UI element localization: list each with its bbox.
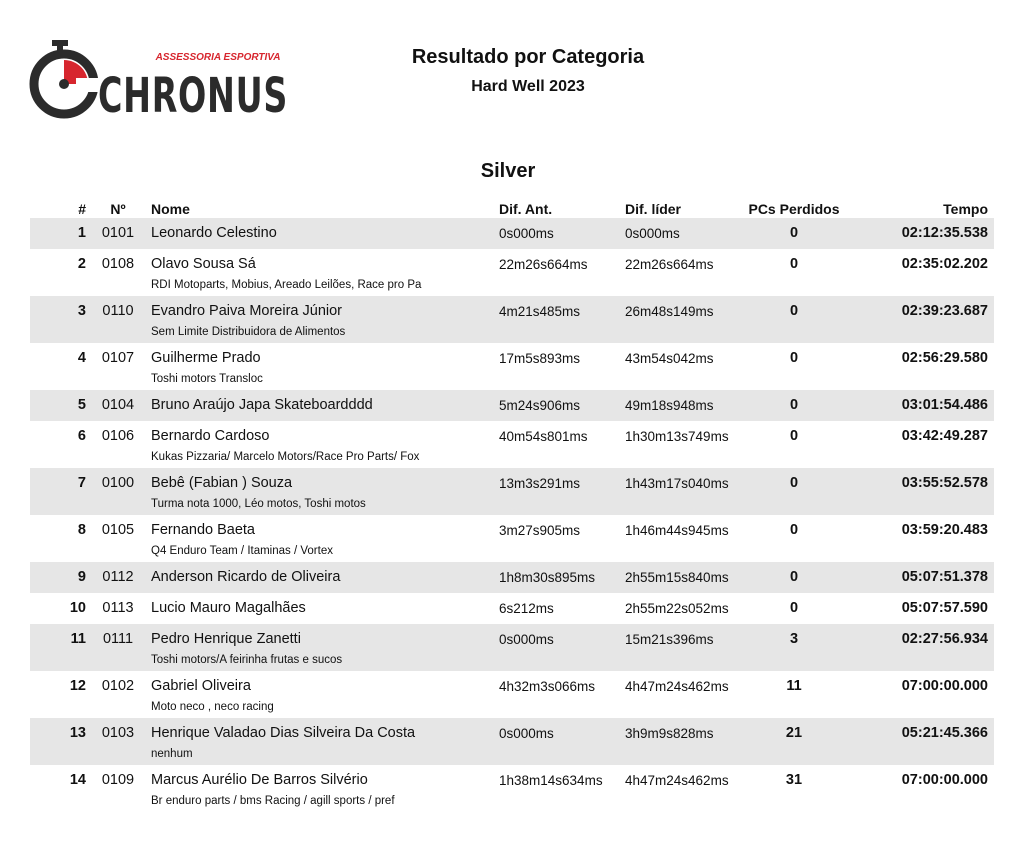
row-pcs: 0 [789,475,799,491]
row-pcs: 0 [789,350,799,366]
row-dif-lider: 4h47m24s462ms [625,773,729,788]
row-number: 0104 [101,397,135,413]
row-dif-lider: 3h9m9s828ms [625,726,714,741]
table-row [30,296,994,343]
row-position: 2 [77,256,86,272]
row-tempo: 03:59:20.483 [901,522,988,538]
row-pcs: 21 [785,725,803,741]
table-row [30,468,994,515]
row-name: Anderson Ricardo de Oliveira [151,569,341,585]
row-position: 3 [77,303,86,319]
row-team: nenhum [151,748,193,760]
row-number: 0113 [102,600,134,616]
row-pcs: 0 [789,303,799,319]
col-number-header: Nº [110,201,126,217]
col-dif-ant-header: Dif. Ant. [499,201,553,217]
row-position: 13 [69,725,86,741]
row-name: Bernardo Cardoso [151,428,270,444]
row-team: Kukas Pizzaria/ Marcelo Motors/Race Pro Parts/ Fox [151,451,420,463]
row-tempo: 03:42:49.287 [901,428,988,444]
row-dif-lider: 15m21s396ms [625,632,714,647]
col-tempo-header: Tempo [943,201,988,217]
row-tempo: 03:55:52.578 [901,475,988,491]
row-dif-ant: 4m21s485ms [499,304,581,319]
table-row [30,249,994,296]
row-position: 5 [77,397,86,413]
row-dif-lider: 49m18s948ms [625,398,714,413]
row-pcs: 11 [786,678,802,694]
row-dif-ant: 1h8m30s895ms [499,570,596,585]
row-position: 1 [77,225,86,241]
category-title: Silver [480,160,536,182]
row-team: RDI Motoparts, Mobius, Areado Leilões, Race pro Pa [151,279,422,291]
table-row [30,765,994,812]
row-name: Bruno Araújo Japa Skateboardddd [151,397,373,413]
row-position: 6 [77,428,86,444]
stopwatch-icon [30,38,292,124]
row-position: 8 [77,522,86,538]
row-number: 0107 [101,350,135,366]
chronus-logo [30,38,292,124]
row-team: Sem Limite Distribuidora de Alimentos [151,326,346,338]
event-name: Hard Well 2023 [471,78,585,95]
row-dif-lider: 22m26s664ms [625,257,714,272]
row-dif-lider: 43m54s042ms [625,351,714,366]
row-team: Toshi motors/A feirinha frutas e sucos [151,654,343,666]
row-dif-lider: 2h55m15s840ms [625,570,729,585]
row-pcs: 0 [789,428,799,444]
row-number: 0100 [101,475,135,491]
row-pcs: 0 [789,600,799,616]
row-name: Guilherme Prado [151,350,261,366]
table-row [30,593,994,624]
col-pos-header: # [78,201,86,217]
row-position: 12 [69,678,86,694]
row-number: 0108 [101,256,135,272]
row-tempo: 02:35:02.202 [901,256,988,272]
table-row [30,390,994,421]
row-dif-ant: 0s000ms [499,226,554,241]
table-row [30,671,994,718]
row-number: 0106 [101,428,135,444]
row-tempo: 02:27:56.934 [901,631,988,647]
table-header [30,200,994,218]
row-number: 0105 [101,522,135,538]
row-pcs: 31 [785,772,803,788]
row-tempo: 05:07:57.590 [901,600,988,616]
row-dif-ant: 0s000ms [499,632,554,647]
row-dif-ant: 40m54s801ms [499,429,588,444]
row-name: Gabriel Oliveira [151,678,251,694]
row-name: Evandro Paiva Moreira Júnior [151,303,343,319]
row-tempo: 05:07:51.378 [901,569,988,585]
row-team: Toshi motors Transloc [151,373,263,385]
row-dif-ant: 1h38m14s634ms [499,773,603,788]
col-name-header: Nome [151,201,190,217]
report-title: Resultado por Categoria [411,46,645,68]
results-table [30,200,994,812]
row-tempo: 02:56:29.580 [901,350,988,366]
row-dif-lider: 4h47m24s462ms [625,679,729,694]
row-position: 9 [77,569,86,585]
row-tempo: 03:01:54.486 [901,397,988,413]
table-row [30,218,994,249]
row-dif-lider: 2h55m22s052ms [625,601,729,616]
row-tempo: 05:21:45.366 [901,725,988,741]
table-row [30,718,994,765]
row-dif-ant: 6s212ms [499,601,554,616]
table-body [30,218,994,812]
row-name: Olavo Sousa Sá [151,256,256,272]
table-row [30,515,994,562]
row-team: Br enduro parts / bms Racing / agill sports / pref [151,795,395,807]
table-row [30,624,994,671]
table-row [30,562,994,593]
row-name: Lucio Mauro Magalhães [151,600,306,616]
row-dif-lider: 26m48s149ms [625,304,714,319]
row-dif-ant: 13m3s291ms [499,476,581,491]
row-name: Fernando Baeta [151,522,255,538]
row-number: 0112 [102,569,134,585]
row-pcs: 0 [789,256,799,272]
row-position: 4 [77,350,86,366]
row-tempo: 07:00:00.000 [901,772,988,788]
row-name: Bebê (Fabian ) Souza [151,475,293,491]
row-name: Leonardo Celestino [151,225,277,241]
row-tempo: 07:00:00.000 [901,678,988,694]
row-pcs: 0 [789,225,799,241]
row-pcs: 0 [789,522,799,538]
table-row [30,343,994,390]
row-name: Pedro Henrique Zanetti [151,631,301,647]
row-dif-ant: 4h32m3s066ms [499,679,596,694]
logo-wordmark: CHRONUS [98,68,288,124]
row-position: 14 [69,772,86,788]
row-name: Henrique Valadao Dias Silveira Da Costa [151,725,416,741]
row-pcs: 0 [789,397,799,413]
row-tempo: 02:12:35.538 [901,225,988,241]
row-number: 0103 [101,725,135,741]
row-dif-lider: 0s000ms [625,226,680,241]
row-number: 0110 [102,303,134,319]
row-dif-lider: 1h43m17s040ms [625,476,729,491]
row-dif-ant: 3m27s905ms [499,523,581,538]
row-pcs: 3 [789,631,799,647]
row-dif-ant: 5m24s906ms [499,398,581,413]
col-pcs-header: PCs Perdidos [748,201,840,217]
row-dif-lider: 1h46m44s945ms [625,523,729,538]
col-dif-lider-header: Dif. líder [625,201,682,217]
row-position: 10 [69,600,86,616]
row-number: 0111 [102,631,134,647]
row-team: Turma nota 1000, Léo motos, Toshi motos [151,498,366,510]
row-dif-ant: 17m5s893ms [499,351,581,366]
row-dif-lider: 1h30m13s749ms [625,429,729,444]
row-position: 11 [70,631,86,647]
row-number: 0109 [101,772,135,788]
row-pcs: 0 [789,569,799,585]
row-position: 7 [77,475,86,491]
row-team: Moto neco , neco racing [151,701,274,713]
row-dif-ant: 0s000ms [499,726,554,741]
row-number: 0101 [101,225,135,241]
row-dif-ant: 22m26s664ms [499,257,588,272]
row-name: Marcus Aurélio De Barros Silvério [151,772,368,788]
row-number: 0102 [101,678,135,694]
row-tempo: 02:39:23.687 [901,303,988,319]
logo-tagline: ASSESSORIA ESPORTIVA [155,52,281,63]
table-row [30,421,994,468]
row-team: Q4 Enduro Team / Itaminas / Vortex [151,545,333,557]
